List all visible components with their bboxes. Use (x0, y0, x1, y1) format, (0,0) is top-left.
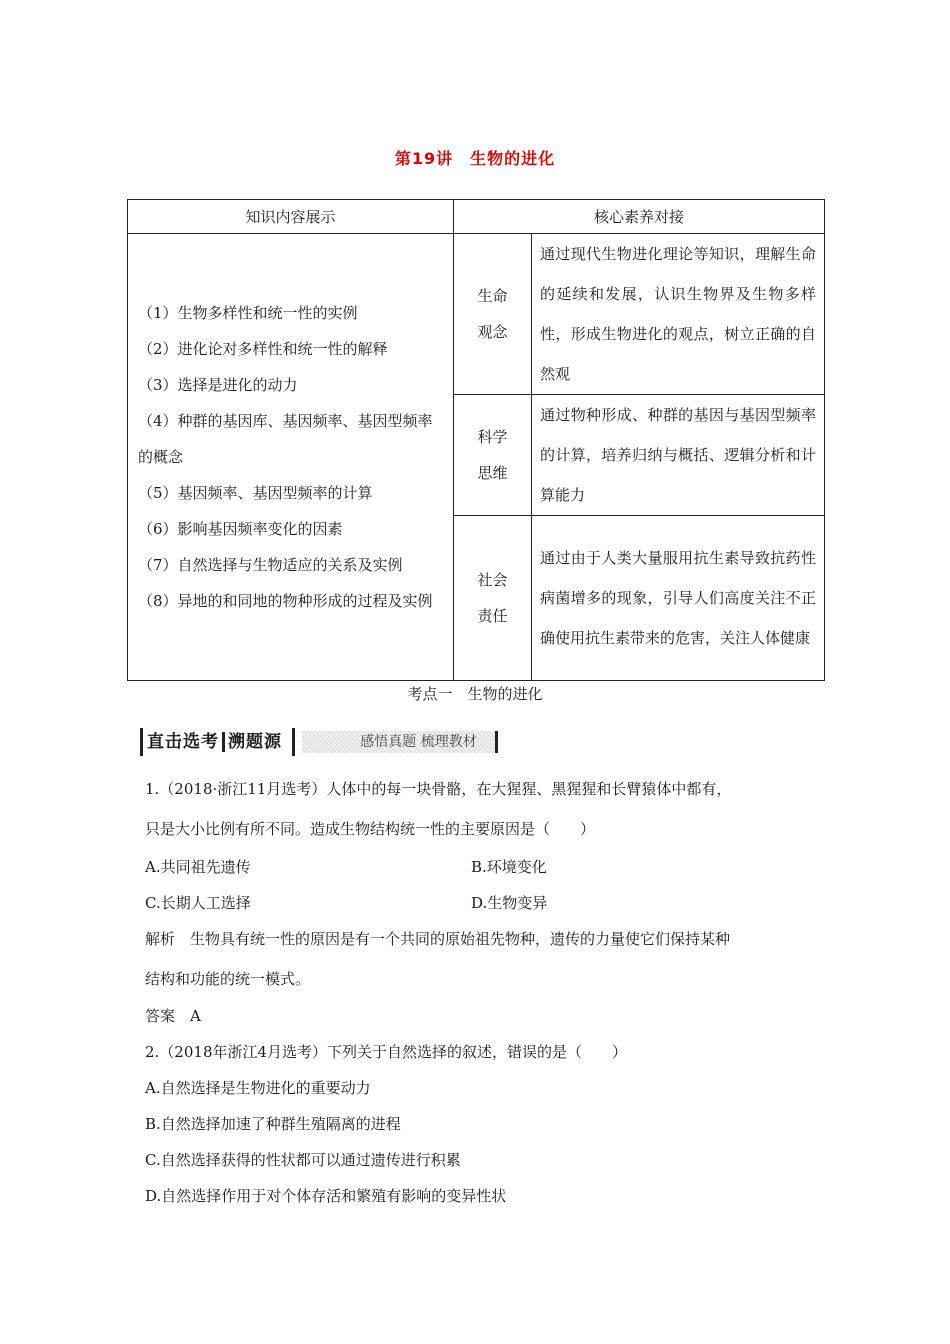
q1-stem: 1.（2018·浙江11月选考）人体中的每一块骨骼，在大猩猩、黑猩猩和长臂猿体中都有， (145, 780, 732, 798)
q2-option-c: C.自然选择获得的性状都可以通过遗传进行积累 (145, 1151, 461, 1169)
q2-stem: 2.（2018年浙江4月选考）下列关于自然选择的叙述，错误的是（ ） (145, 1043, 628, 1061)
banner-label: 直击选考 溯题源 (140, 728, 295, 756)
knowledge-item: （5）基因频率、基因型频率的计算 (138, 484, 373, 502)
section-title: 考点一 生物的进化 (407, 685, 543, 703)
knowledge-item: （4）种群的基因库、基因频率、基因型频率的概念 (138, 412, 433, 466)
competency-description: 通过由于人类大量服用抗生素导致抗药性病菌增多的现象，引导人们高度关注不正确使用抗生素带来的危害，关注人体健康 (532, 516, 825, 681)
knowledge-item: （3）选择是进化的动力 (138, 376, 298, 394)
section-banner (140, 728, 498, 756)
q1-analysis: 解析 生物具有统一性的原因是有一个共同的原始祖先物种，遗传的力量使它们保持某种 (145, 930, 731, 948)
q1-stem: 只是大小比例有所不同。造成生物结构统一性的主要原因是（ ） (145, 820, 596, 838)
competency-description: 通过物种形成、种群的基因与基因型频率的计算，培养归纳与概括、逻辑分析和计算能力 (532, 395, 825, 516)
lesson-title: 第19讲 生物的进化 (394, 149, 556, 168)
knowledge-item: （7）自然选择与生物适应的关系及实例 (138, 556, 403, 574)
q1-analysis: 结构和功能的统一模式。 (145, 970, 311, 988)
knowledge-table (127, 199, 825, 681)
knowledge-item: （6）影响基因频率变化的因素 (138, 520, 343, 538)
q1-option-c: C.长期人工选择 (145, 894, 251, 912)
q1-option-d: D.生物变异 (471, 894, 548, 912)
knowledge-item: （2）进化论对多样性和统一性的解释 (138, 340, 388, 358)
competency-description: 通过现代生物进化理论等知识，理解生命的延续和发展，认识生物界及生物多样性，形成生物进化的观点，树立正确的自然观 (532, 234, 825, 395)
knowledge-item: （8）异地的和同地的物种形成的过程及实例 (138, 592, 433, 610)
knowledge-list (128, 234, 454, 681)
q2-option-a: A.自然选择是生物进化的重要动力 (145, 1079, 371, 1097)
table-header-competency: 核心素养对接 (454, 200, 825, 234)
q2-option-d: D.自然选择作用于对个体存活和繁殖有影响的变异性状 (145, 1187, 507, 1205)
q2-option-b: B.自然选择加速了种群生殖隔离的进程 (145, 1115, 401, 1133)
q1-option-b: B.环境变化 (471, 858, 547, 876)
competency-category: 科学思维 (454, 395, 532, 516)
q1-answer: 答案 A (145, 1007, 201, 1025)
knowledge-item: （1）生物多样性和统一性的实例 (138, 304, 358, 322)
q1-option-a: A.共同祖先遗传 (145, 858, 251, 876)
competency-category: 社会责任 (454, 516, 532, 681)
banner-subtitle: 感悟真题 梳理教材 (302, 731, 498, 753)
table-header-knowledge: 知识内容展示 (128, 200, 454, 234)
competency-category: 生命观念 (454, 234, 532, 395)
